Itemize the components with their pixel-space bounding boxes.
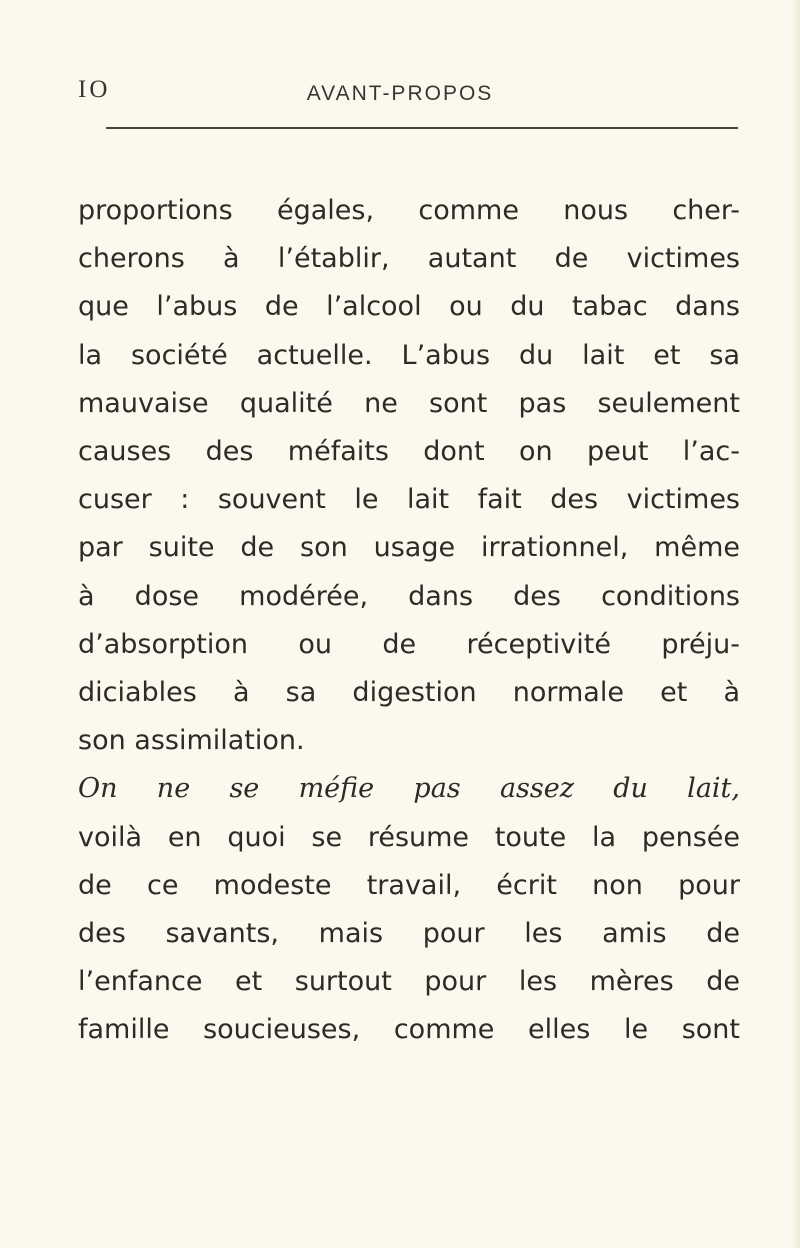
- page-header: [0, 70, 800, 110]
- text-line: proportions égales, comme nous cher-: [78, 195, 740, 226]
- text-line: des savants, mais pour les amis de: [78, 918, 740, 950]
- text-line: son assimilation.: [78, 725, 305, 757]
- text-line: cherons à l’établir, autant de victimes: [78, 243, 740, 275]
- text-line: par suite de son usage irrationnel, même: [78, 532, 740, 564]
- text-line: que l’abus de l’alcool ou du tabac dans: [78, 291, 740, 323]
- text-line: diciables à sa digestion normale et à: [78, 677, 740, 709]
- running-head: AVANT-PROPOS: [306, 82, 494, 105]
- text-line: causes des méfaits dont on peut l’ac-: [78, 436, 740, 468]
- text-line: famille soucieuses, comme elles le sont: [78, 1014, 740, 1046]
- text-line: voilà en quoi se résume toute la pensée: [78, 821, 740, 853]
- text-line: l’enfance et surtout pour les mères de: [78, 966, 740, 998]
- page-number: IO: [78, 76, 111, 103]
- body-text: [78, 187, 740, 1055]
- text-line: d’absorption ou de réceptivité préju-: [78, 628, 740, 660]
- italic-quote-line: On ne se méfie pas assez du lait,: [78, 773, 740, 805]
- text-line: mauvaise qualité ne sont pas seulement: [78, 387, 740, 419]
- page-edge: [792, 0, 800, 1248]
- text-line: cuser : souvent le lait fait des victimes: [78, 484, 740, 516]
- text-line: à dose modérée, dans des conditions: [78, 580, 740, 612]
- text-line: de ce modeste travail, écrit non pour: [78, 869, 740, 901]
- header-rule: [106, 127, 738, 129]
- text-line: la société actuelle. L’abus du lait et sa: [78, 339, 740, 371]
